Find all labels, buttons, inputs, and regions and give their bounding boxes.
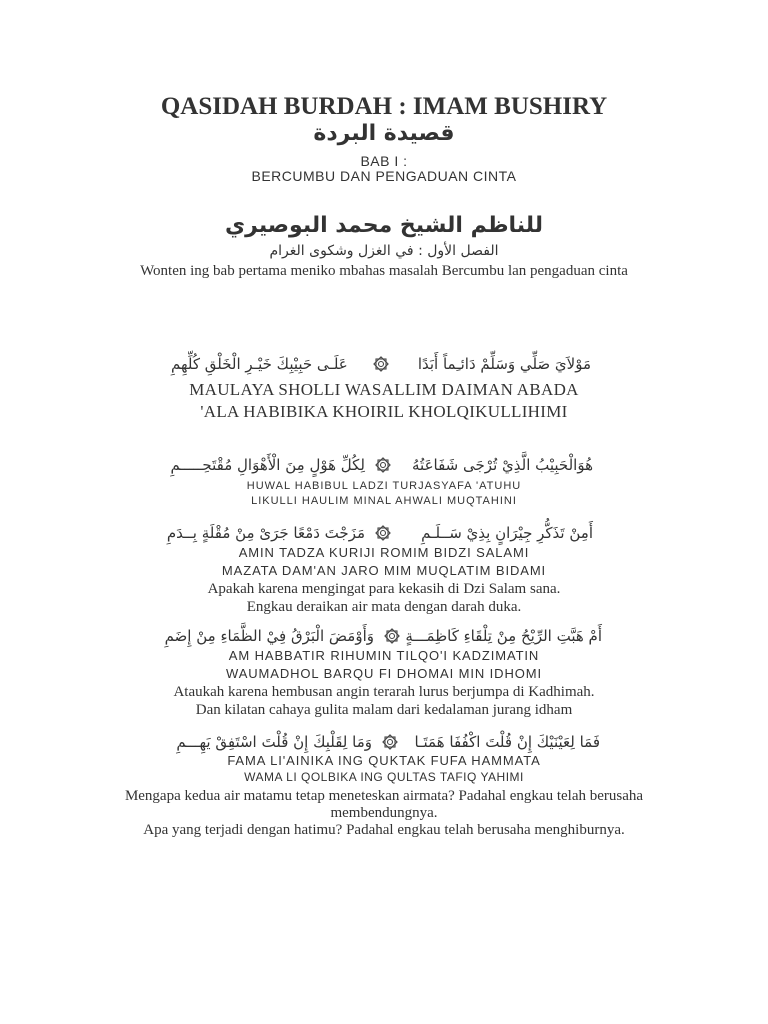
verse-4-latin-line-1: AM HABBATIR RIHUMIN TILQO'I KADZIMATIN bbox=[228, 648, 540, 663]
ornament-icon-graphic bbox=[382, 734, 398, 750]
chapter-title: BERCUMBU DAN PENGADUAN CINTA bbox=[251, 168, 517, 184]
arabic-chapter-heading: الفصل الأول : في الغزل وشكوى الغرام bbox=[269, 243, 499, 259]
verse-1-latin-line-1: MAULAYA SHOLLI WASALLIM DAIMAN ABADA bbox=[189, 380, 579, 399]
verse-2-second-hemistich: لِكُلِّ هَوْلٍ مِنَ الْأَهْوَالِ مُقْتَحِـــــمِ bbox=[170, 456, 365, 474]
verse-2-first-hemistich: هُوَالْحَبِيْبُ الَّذِيْ تُرْجَى شَفَاعَتُهُ bbox=[412, 456, 593, 474]
ornament-icon bbox=[374, 624, 410, 648]
ornament-icon bbox=[365, 521, 401, 545]
verse-1-second-hemistich: عَلَـى حَبِيْبِكَ خَيْـرِ الْخَلْقِ كُلِّهِمِ bbox=[171, 355, 348, 373]
verse-3-first-hemistich: أَمِنْ تَذَكُّرِ جِيْرَانٍ بِذِيْ سَــلَـمِ bbox=[421, 524, 593, 542]
verse-2-latin-line-2: LIKULLI HAULIM MINAL AHWALI MUQTAHINI bbox=[251, 495, 517, 507]
verse-5-translation-line-1: Mengapa kedua air matamu tetap meneteskan airmata? Padahal engkau telah berusaha bbox=[124, 788, 644, 804]
ornament-icon-graphic bbox=[375, 525, 391, 541]
verse-2-latin-line-1: HUWAL HABIBUL LADZI TURJASYAFA 'ATUHU bbox=[246, 480, 522, 492]
verse-1-arabic bbox=[171, 352, 591, 376]
verse-3-translation-line-2: Engkau deraikan air mata dengan darah duka. bbox=[246, 599, 522, 615]
verse-4-latin-line-2: WAUMADHOL BARQU FI DHOMAI MIN IDHOMI bbox=[226, 666, 542, 681]
verse-2-arabic bbox=[170, 453, 593, 477]
verse-4-arabic bbox=[164, 624, 602, 648]
verse-4-first-hemistich: أَمْ هَبَّتِ الرِّيْحُ مِنْ تِلْقَاءِ كَاظِمَـــةٍ bbox=[405, 627, 602, 645]
verse-3-latin-line-2: MAZATA DAM'AN JARO MIM MUQLATIM BIDAMI bbox=[221, 563, 547, 578]
verse-4-translation-line-1: Ataukah karena hembusan angin terarah lurus berjumpa di Kadhimah. bbox=[173, 684, 595, 700]
verse-5-translation-line-3: Apa yang terjadi dengan hatimu? Padahal engkau telah berusaha menghiburnya. bbox=[143, 822, 625, 838]
intro-text: Wonten ing bab pertama meniko mbahas masalah Bercumbu lan pengaduan cinta bbox=[140, 263, 628, 279]
chapter-label: BAB I : bbox=[360, 153, 408, 169]
ornament-icon bbox=[365, 453, 401, 477]
verse-4-second-hemistich: وَأَوْمَضَ الْبَرْقُ فِيْ الظَّمَاءِ مِنْ إِضَمِ bbox=[164, 627, 374, 645]
ornament-icon bbox=[372, 730, 408, 754]
verse-3-translation-line-1: Apakah karena mengingat para kekasih di Dzi Salam sana. bbox=[207, 581, 561, 597]
verse-5-arabic bbox=[176, 730, 600, 754]
verse-4-translation-line-2: Dan kilatan cahaya gulita malam dari kedalaman jurang idham bbox=[195, 702, 573, 718]
verse-5-second-hemistich: وَمَا لِقَلْبِكَ إِنْ قُلْتَ اسْتَفِقْ يَهِـــمِ bbox=[176, 733, 372, 751]
arabic-title: قصيدة البردة bbox=[313, 121, 455, 146]
ornament-icon bbox=[363, 352, 399, 376]
ornament-icon-graphic bbox=[375, 457, 391, 473]
verse-5-translation-line-2: membendungnya. bbox=[330, 805, 438, 821]
verse-5-latin-line-2: WAMA LI QOLBIKA ING QULTAS TAFIQ YAHIMI bbox=[244, 770, 524, 784]
verse-3-second-hemistich: مَزَجْتَ دَمْعًا جَرَىْ مِنْ مُقْلَةٍ بِــدَمِ bbox=[166, 524, 365, 542]
verse-3-latin-line-1: AMIN TADZA KURIJI ROMIM BIDZI SALAMI bbox=[238, 545, 530, 560]
arabic-author: للناظم الشيخ محمد البوصيري bbox=[224, 213, 544, 238]
page-title: QASIDAH BURDAH : IMAM BUSHIRY bbox=[160, 93, 608, 120]
verse-3-arabic bbox=[166, 521, 593, 545]
verse-5-latin-line-1: FAMA LI'AINIKA ING QUKTAK FUFA HAMMATA bbox=[227, 753, 541, 768]
verse-1-first-hemistich: مَوْلاَيَ صَلِّي وَسَلِّمْ دَائـِماً أَبَدًا bbox=[417, 355, 591, 373]
ornament-icon-graphic bbox=[373, 356, 389, 372]
ornament-icon-graphic bbox=[384, 628, 400, 644]
verse-1-latin-line-2: 'ALA HABIBIKA KHOIRIL KHOLQIKULLIHIMI bbox=[200, 402, 568, 421]
verse-5-first-hemistich: فَمَا لِعَيْنَيْكَ إِنْ قُلْتَ اكْفُفَا هَمَتَـا bbox=[414, 733, 600, 751]
